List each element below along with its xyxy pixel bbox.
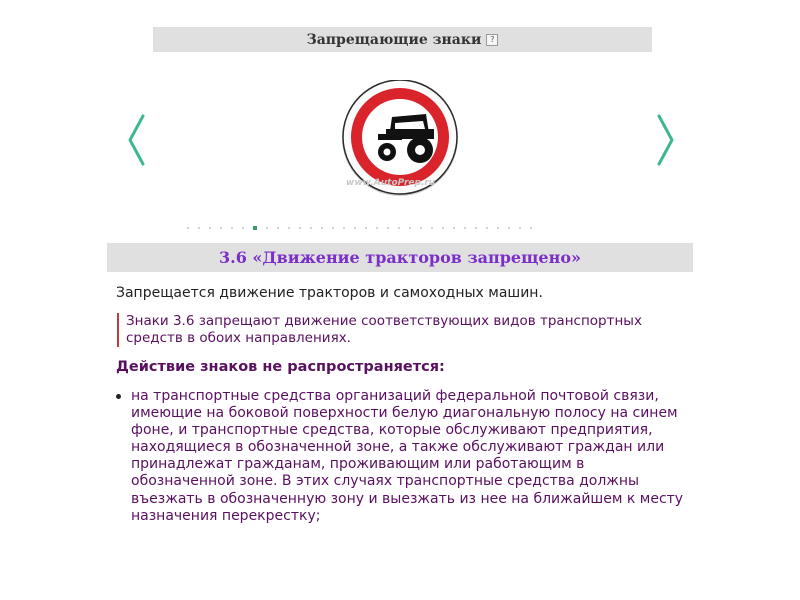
slider-dot[interactable]	[266, 227, 268, 229]
slider-dot[interactable]	[486, 227, 488, 229]
chevron-right-icon	[652, 112, 678, 168]
slider-dot[interactable]	[497, 227, 499, 229]
slider-dot[interactable]	[231, 227, 233, 229]
exceptions-heading: Действие знаков не распространяется:	[116, 359, 445, 375]
slider-dot[interactable]	[475, 227, 477, 229]
next-sign-button[interactable]	[652, 112, 678, 168]
slider-dot[interactable]	[321, 227, 323, 229]
slider-dot[interactable]	[442, 227, 444, 229]
help-icon[interactable]: ?	[486, 34, 498, 46]
slider-dot[interactable]	[220, 227, 222, 229]
slider-dot-active[interactable]	[253, 226, 257, 230]
image-watermark: www.AutoPrep.ru	[346, 178, 436, 188]
prev-sign-button[interactable]	[124, 112, 150, 168]
bullet-icon	[116, 394, 121, 399]
slider-dot[interactable]	[453, 227, 455, 229]
slider-dot[interactable]	[376, 227, 378, 229]
slider-dot[interactable]	[508, 227, 510, 229]
slider-dot[interactable]	[519, 227, 521, 229]
sign-note: Знаки 3.6 запрещают движение соответствующих видов транспортных средств в обоих направлениях.	[117, 313, 646, 347]
slider-dot[interactable]	[299, 227, 301, 229]
list-item	[116, 388, 686, 525]
sign-description: Запрещается движение тракторов и самоходных машин.	[116, 285, 543, 301]
slider-dot[interactable]	[431, 227, 433, 229]
slider-dot[interactable]	[354, 227, 356, 229]
slider-dot[interactable]	[398, 227, 400, 229]
slider-dot[interactable]	[343, 227, 345, 229]
slider-dot[interactable]	[365, 227, 367, 229]
slider-dot[interactable]	[332, 227, 334, 229]
slider-dot[interactable]	[409, 227, 411, 229]
slider-dot[interactable]	[198, 227, 200, 229]
exceptions-list	[116, 388, 686, 525]
sign-title: 3.6 «Движение тракторов запрещено»	[107, 243, 693, 272]
list-item-text: на транспортные средства организаций федеральной почтовой связи, имеющие на боковой поверхности белую диагональную полосу на синем фоне, и транспортные средства, которые обслуживают предприятия, находящиеся в обозначенной зоне, а также обслуживают граждан или принадлежат гражданам, проживающим или работающим в обозначенной зоне. В этих случаях транспортные средства должны въезжать в обозначенную зону и выезжать из нее на ближайшем к месту назначения перекрестку;	[131, 388, 684, 524]
slider-pagination	[187, 226, 541, 230]
chevron-left-icon	[124, 112, 150, 168]
slider-dot[interactable]	[187, 227, 189, 229]
slider-dot[interactable]	[420, 227, 422, 229]
slider-dot[interactable]	[464, 227, 466, 229]
slider-dot[interactable]	[209, 227, 211, 229]
slider-dot[interactable]	[387, 227, 389, 229]
slider-dot[interactable]	[530, 227, 532, 229]
slider-dot[interactable]	[288, 227, 290, 229]
slider-dot[interactable]	[242, 227, 244, 229]
slider-dot[interactable]	[277, 227, 279, 229]
slider-dot[interactable]	[310, 227, 312, 229]
section-header	[153, 27, 652, 52]
section-title: Запрещающие знаки	[306, 31, 482, 48]
